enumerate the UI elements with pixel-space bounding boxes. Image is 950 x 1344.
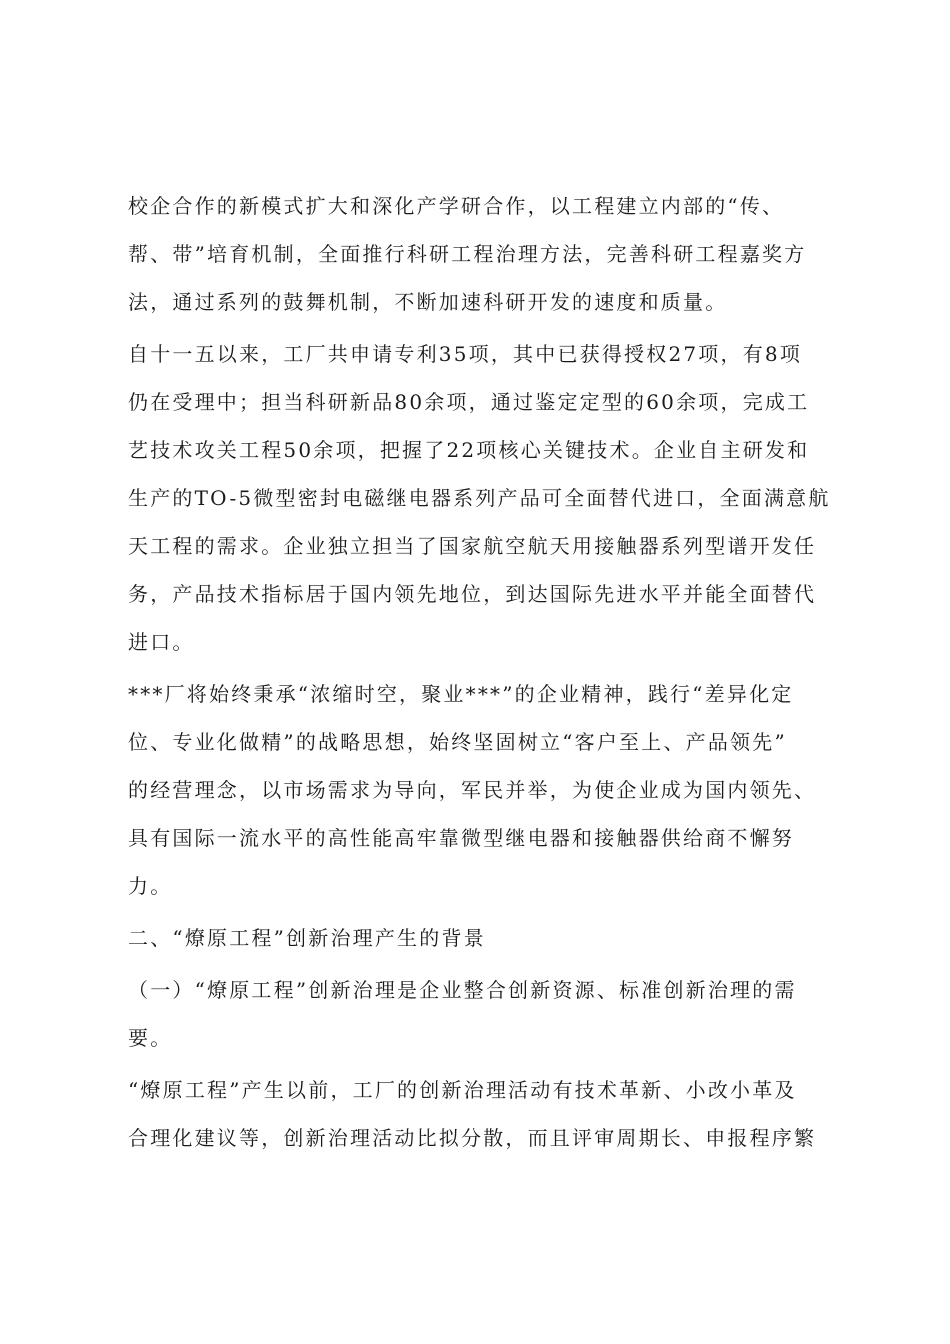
text-line: 位、专业化做精”的战略思想，始终坚固树立“客户至上、产品领先” [128, 730, 787, 754]
text-line: 生产的TO-5微型密封电磁继电器系列产品可全面替代进口，全面满意航 [128, 486, 831, 510]
text-line: 仍在受理中；担当科研新品80余项，通过鉴定定型的60余项，完成工 [128, 390, 810, 414]
text-line: 具有国际一流水平的高性能高牢靠微型继电器和接触器供给商不懈努 [128, 826, 794, 850]
text-line: 的经营理念，以市场需求为导向，军民并举，为使企业成为国内领先、 [128, 778, 817, 802]
text-line: 天工程的需求。企业独立担当了国家航空航天用接触器系列型谱开发任 [128, 534, 817, 558]
document-body [128, 182, 833, 1162]
text-line: 艺技术攻关工程50余项，把握了22项核心关键技术。企业自主研发和 [128, 438, 810, 462]
heading-line: （一）“燎原工程”创新治理是企业整合创新资源、标准创新治理的需 [128, 978, 797, 1002]
text-line: 法，通过系列的鼓舞机制，不断加速科研开发的速度和质量。 [128, 290, 728, 314]
paragraph-cooperation [128, 182, 833, 326]
text-line: 务，产品技术指标居于国内领先地位，到达国际先进水平并能全面替代 [128, 582, 817, 606]
paragraph-background [128, 1066, 833, 1162]
text-line: 校企合作的新模式扩大和深化产学研合作，以工程建立内部的“传、 [128, 194, 785, 218]
heading-line: 要。 [128, 1026, 173, 1050]
text-line: 力。 [128, 874, 173, 898]
paragraph-enterprise-spirit [128, 670, 833, 910]
subsection-heading [128, 966, 833, 1062]
text-line: 合理化建议等，创新治理活动比拟分散，而且评审周期长、申报程序繁 [128, 1126, 817, 1150]
text-line: 自十一五以来，工厂共申请专利35项，其中已获得授权27项，有8项 [128, 342, 803, 366]
section-heading [128, 914, 833, 962]
text-line: ***厂将始终秉承“浓缩时空，聚业***”的企业精神，践行“差异化定 [128, 682, 794, 706]
paragraph-achievements [128, 330, 833, 666]
heading-line: 二、“燎原工程”创新治理产生的背景 [128, 926, 486, 950]
text-line: “燎原工程”产生以前，工厂的创新治理活动有技术革新、小改小革及 [128, 1078, 797, 1102]
text-line: 进口。 [128, 630, 195, 654]
text-line: 帮、带”培育机制，全面推行科研工程治理方法，完善科研工程嘉奖方 [128, 242, 807, 266]
